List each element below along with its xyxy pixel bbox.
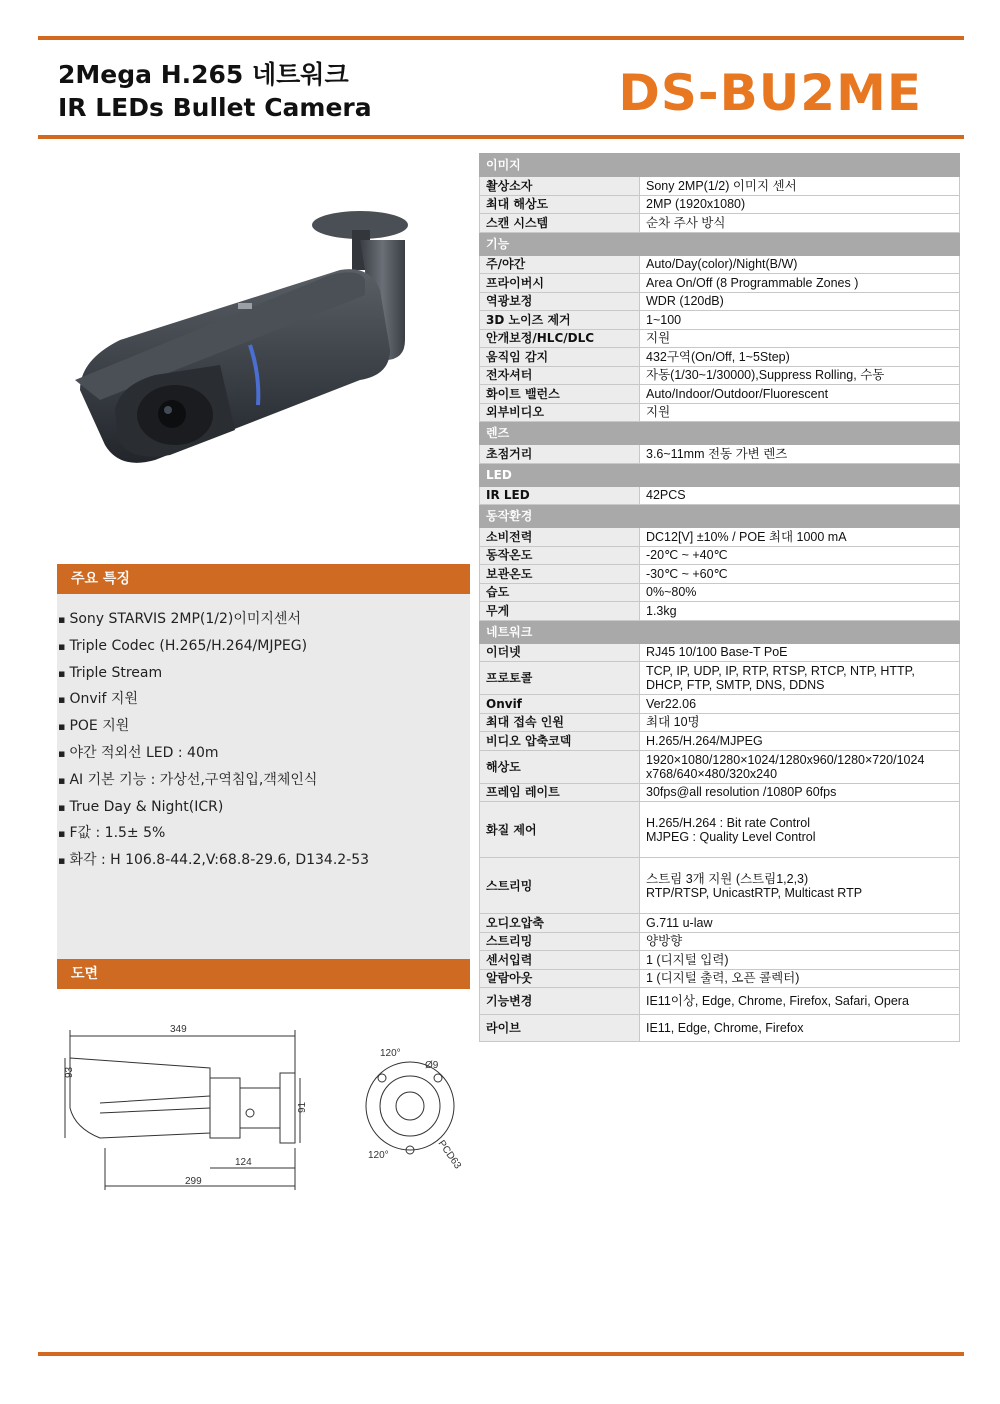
spec-value bbox=[640, 969, 960, 988]
spec-key: 스캔 시스템 bbox=[480, 214, 640, 233]
spec-value-line: 지원 bbox=[646, 405, 671, 420]
spec-value bbox=[640, 274, 960, 293]
spec-row bbox=[480, 783, 960, 802]
spec-key: 소비전력 bbox=[480, 528, 640, 547]
spec-section-title: 렌즈 bbox=[480, 422, 960, 445]
spec-value bbox=[640, 783, 960, 802]
spec-section-header bbox=[480, 232, 960, 255]
spec-row bbox=[480, 486, 960, 505]
spec-value bbox=[640, 255, 960, 274]
spec-key: 3D 노이즈 제거 bbox=[480, 311, 640, 330]
feature-item: ▪ Triple Stream bbox=[58, 660, 369, 687]
spec-value-line: -30℃ ~ +60℃ bbox=[646, 566, 728, 581]
spec-row bbox=[480, 662, 960, 695]
spec-row bbox=[480, 583, 960, 602]
feature-item: ▪ 야간 적외선 LED : 40m bbox=[58, 740, 369, 767]
spec-value bbox=[640, 713, 960, 732]
spec-section-title: 네트워크 bbox=[480, 620, 960, 643]
spec-row bbox=[480, 445, 960, 464]
spec-key: 주/야간 bbox=[480, 255, 640, 274]
spec-value-line: 1~100 bbox=[646, 312, 682, 327]
spec-value bbox=[640, 951, 960, 970]
spec-value-line: 1 (디지털 출력, 오픈 콜렉터) bbox=[646, 971, 800, 986]
spec-value bbox=[640, 662, 960, 695]
spec-value bbox=[640, 988, 960, 1015]
spec-value-line: Area On/Off (8 Programmable Zones ) bbox=[646, 275, 859, 290]
spec-value bbox=[640, 732, 960, 751]
spec-key: 역광보정 bbox=[480, 292, 640, 311]
spec-section-header bbox=[480, 505, 960, 528]
spec-value-line: 1920×1080/1280×1024/1280x960/1280×720/1024 bbox=[646, 752, 925, 767]
spec-value bbox=[640, 214, 960, 233]
footer-rule bbox=[38, 1352, 964, 1356]
spec-row bbox=[480, 214, 960, 233]
spec-value bbox=[640, 385, 960, 404]
spec-section-title: 이미지 bbox=[480, 154, 960, 177]
spec-section-title: LED bbox=[480, 463, 960, 486]
spec-value bbox=[640, 565, 960, 584]
title-line-2: IR LEDs Bullet Camera bbox=[58, 93, 372, 122]
spec-key: 알람아웃 bbox=[480, 969, 640, 988]
spec-row bbox=[480, 195, 960, 214]
spec-value-line: 최대 10명 bbox=[646, 715, 700, 730]
spec-value-line: 42PCS bbox=[646, 488, 686, 503]
spec-key: 무게 bbox=[480, 602, 640, 621]
dim-124: 124 bbox=[235, 1157, 252, 1168]
spec-value-line: H.265/H.264/MJPEG bbox=[646, 733, 763, 748]
spec-row bbox=[480, 802, 960, 858]
spec-section-title: 기능 bbox=[480, 232, 960, 255]
spec-row bbox=[480, 274, 960, 293]
camera-photo bbox=[60, 200, 440, 500]
spec-section-header bbox=[480, 422, 960, 445]
spec-row bbox=[480, 177, 960, 196]
dim-299: 299 bbox=[185, 1176, 202, 1187]
spec-row bbox=[480, 695, 960, 714]
spec-value-line: Auto/Indoor/Outdoor/Fluorescent bbox=[646, 386, 829, 401]
feature-item: ▪ 화각 : H 106.8-44.2,V:68.8-29.6, D134.2-53 bbox=[58, 847, 369, 874]
spec-row bbox=[480, 914, 960, 933]
spec-key: IR LED bbox=[480, 486, 640, 505]
spec-row bbox=[480, 750, 960, 783]
spec-row bbox=[480, 329, 960, 348]
spec-value-line: DHCP, FTP, SMTP, DNS, DDNS bbox=[646, 678, 825, 692]
spec-section-header bbox=[480, 463, 960, 486]
spec-key: 해상도 bbox=[480, 750, 640, 783]
spec-value-line: 1.3kg bbox=[646, 603, 677, 618]
dim-93: 93 bbox=[64, 1066, 75, 1078]
spec-key: 보관온도 bbox=[480, 565, 640, 584]
spec-key: 센서입력 bbox=[480, 951, 640, 970]
spec-value bbox=[640, 602, 960, 621]
spec-row bbox=[480, 643, 960, 662]
spec-value-line: H.265/H.264 : Bit rate Control bbox=[646, 815, 810, 830]
feature-item: ▪ Triple Codec (H.265/H.264/MJPEG) bbox=[58, 633, 369, 660]
dim-91: 91 bbox=[297, 1101, 308, 1113]
spec-value-line: 지원 bbox=[646, 331, 671, 346]
spec-value bbox=[640, 802, 960, 858]
spec-key: 움직임 감지 bbox=[480, 348, 640, 367]
spec-value-line: 스트림 3개 지원 (스트림1,2,3) bbox=[646, 871, 809, 886]
spec-value-line: RJ45 10/100 Base-T PoE bbox=[646, 645, 788, 660]
spec-key: 프라이버시 bbox=[480, 274, 640, 293]
header-rule bbox=[38, 135, 964, 139]
spec-key: 동작온도 bbox=[480, 546, 640, 565]
spec-key: 촬상소자 bbox=[480, 177, 640, 196]
spec-value-line: Ver22.06 bbox=[646, 696, 697, 711]
spec-row bbox=[480, 348, 960, 367]
spec-key: 전자셔터 bbox=[480, 366, 640, 385]
spec-table bbox=[479, 153, 960, 1042]
feature-item: ▪ POE 지원 bbox=[58, 713, 369, 740]
spec-value bbox=[640, 486, 960, 505]
spec-row bbox=[480, 366, 960, 385]
spec-value bbox=[640, 583, 960, 602]
dimension-drawing bbox=[60, 1018, 480, 1198]
feature-item: ▪ AI 기본 기능 : 가상선,구역침입,객체인식 bbox=[58, 767, 369, 794]
spec-value-line: G.711 u-law bbox=[646, 915, 713, 930]
spec-value bbox=[640, 292, 960, 311]
spec-value-line: MJPEG : Quality Level Control bbox=[646, 829, 816, 844]
spec-value-line: 양방향 bbox=[646, 934, 683, 949]
dim-angle-bottom: 120° bbox=[368, 1150, 389, 1161]
spec-key: 스트리밍 bbox=[480, 858, 640, 914]
spec-value-line: 자동(1/30~1/30000),Suppress Rolling, 수동 bbox=[646, 368, 885, 383]
dim-pcd: PCD63 bbox=[435, 1138, 464, 1172]
spec-key: 최대 접속 인원 bbox=[480, 713, 640, 732]
feature-item: ▪ F값 : 1.5± 5% bbox=[58, 820, 369, 847]
spec-key: 화이트 밸런스 bbox=[480, 385, 640, 404]
spec-row bbox=[480, 713, 960, 732]
spec-key: 스트리밍 bbox=[480, 932, 640, 951]
spec-row bbox=[480, 858, 960, 914]
spec-key: 기능변경 bbox=[480, 988, 640, 1015]
spec-value-line: 432구역(On/Off, 1~5Step) bbox=[646, 349, 790, 364]
spec-value bbox=[640, 177, 960, 196]
title-line-1: 2Mega H.265 네트워크 bbox=[58, 60, 349, 89]
drawing-heading: 도면 bbox=[57, 959, 470, 989]
spec-key: Onvif bbox=[480, 695, 640, 714]
spec-row bbox=[480, 565, 960, 584]
spec-row bbox=[480, 403, 960, 422]
feature-item: ▪ Onvif 지원 bbox=[58, 686, 369, 713]
spec-key: 초점거리 bbox=[480, 445, 640, 464]
spec-value-line: 2MP (1920x1080) bbox=[646, 197, 746, 212]
spec-row bbox=[480, 1015, 960, 1042]
spec-key: 안개보정/HLC/DLC bbox=[480, 329, 640, 348]
spec-value bbox=[640, 329, 960, 348]
spec-value bbox=[640, 348, 960, 367]
spec-value bbox=[640, 403, 960, 422]
spec-value bbox=[640, 695, 960, 714]
spec-value bbox=[640, 858, 960, 914]
spec-key: 라이브 bbox=[480, 1015, 640, 1042]
spec-key: 최대 해상도 bbox=[480, 195, 640, 214]
spec-value-line: DC12[V] ±10% / POE 최대 1000 mA bbox=[646, 529, 847, 544]
model-number: DS-BU2ME bbox=[618, 64, 922, 122]
spec-value bbox=[640, 914, 960, 933]
spec-row bbox=[480, 292, 960, 311]
spec-row bbox=[480, 255, 960, 274]
spec-value bbox=[640, 528, 960, 547]
spec-key: 프레임 레이트 bbox=[480, 783, 640, 802]
spec-key: 비디오 압축코덱 bbox=[480, 732, 640, 751]
product-title bbox=[58, 58, 372, 124]
spec-value bbox=[640, 643, 960, 662]
spec-row bbox=[480, 951, 960, 970]
spec-row bbox=[480, 385, 960, 404]
spec-row bbox=[480, 969, 960, 988]
spec-section-header bbox=[480, 154, 960, 177]
spec-value-line: Sony 2MP(1/2) 이미지 센서 bbox=[646, 178, 797, 193]
spec-row bbox=[480, 932, 960, 951]
spec-value bbox=[640, 195, 960, 214]
spec-value-line: 3.6~11mm 전동 가변 렌즈 bbox=[646, 446, 788, 461]
features-heading: 주요 특징 bbox=[57, 564, 470, 594]
spec-value bbox=[640, 750, 960, 783]
dim-angle-top: 120° bbox=[380, 1048, 401, 1059]
spec-section-header bbox=[480, 620, 960, 643]
spec-value bbox=[640, 932, 960, 951]
spec-row bbox=[480, 546, 960, 565]
spec-key: 외부비디오 bbox=[480, 403, 640, 422]
spec-value-line: -20℃ ~ +40℃ bbox=[646, 548, 728, 563]
spec-value bbox=[640, 366, 960, 385]
spec-value bbox=[640, 311, 960, 330]
spec-key: 프로토콜 bbox=[480, 662, 640, 695]
spec-key: 이더넷 bbox=[480, 643, 640, 662]
spec-value-line: Auto/Day(color)/Night(B/W) bbox=[646, 257, 798, 272]
dim-hole: Ø9 bbox=[425, 1060, 439, 1071]
top-rule bbox=[38, 36, 964, 40]
spec-row bbox=[480, 988, 960, 1015]
spec-value-line: 순차 주사 방식 bbox=[646, 215, 726, 230]
spec-value-line: 0%~80% bbox=[646, 585, 697, 600]
spec-value-line: 1 (디지털 입력) bbox=[646, 952, 729, 967]
spec-key: 습도 bbox=[480, 583, 640, 602]
spec-key: 화질 제어 bbox=[480, 802, 640, 858]
spec-value-line: WDR (120dB) bbox=[646, 294, 724, 309]
spec-value bbox=[640, 546, 960, 565]
feature-item: ▪ Sony STARVIS 2MP(1/2)이미지센서 bbox=[58, 606, 369, 633]
spec-value bbox=[640, 445, 960, 464]
dim-349: 349 bbox=[170, 1024, 187, 1035]
spec-value-line: RTP/RTSP, UnicastRTP, Multicast RTP bbox=[646, 885, 863, 900]
spec-row bbox=[480, 602, 960, 621]
spec-key: 오디오압축 bbox=[480, 914, 640, 933]
spec-value-line: TCP, IP, UDP, IP, RTP, RTSP, RTCP, NTP, HTTP, bbox=[646, 664, 915, 678]
spec-value-line: IE11, Edge, Chrome, Firefox bbox=[646, 1021, 804, 1035]
spec-value-line: 30fps@all resolution /1080P 60fps bbox=[646, 785, 837, 800]
features-list bbox=[58, 606, 369, 874]
spec-section-title: 동작환경 bbox=[480, 505, 960, 528]
spec-value-line: x768/640×480/320x240 bbox=[646, 766, 778, 781]
feature-item: ▪ True Day & Night(ICR) bbox=[58, 794, 369, 821]
spec-value bbox=[640, 1015, 960, 1042]
spec-row bbox=[480, 528, 960, 547]
spec-row bbox=[480, 732, 960, 751]
spec-value-line: IE11이상, Edge, Chrome, Firefox, Safari, Opera bbox=[646, 994, 909, 1008]
spec-row bbox=[480, 311, 960, 330]
